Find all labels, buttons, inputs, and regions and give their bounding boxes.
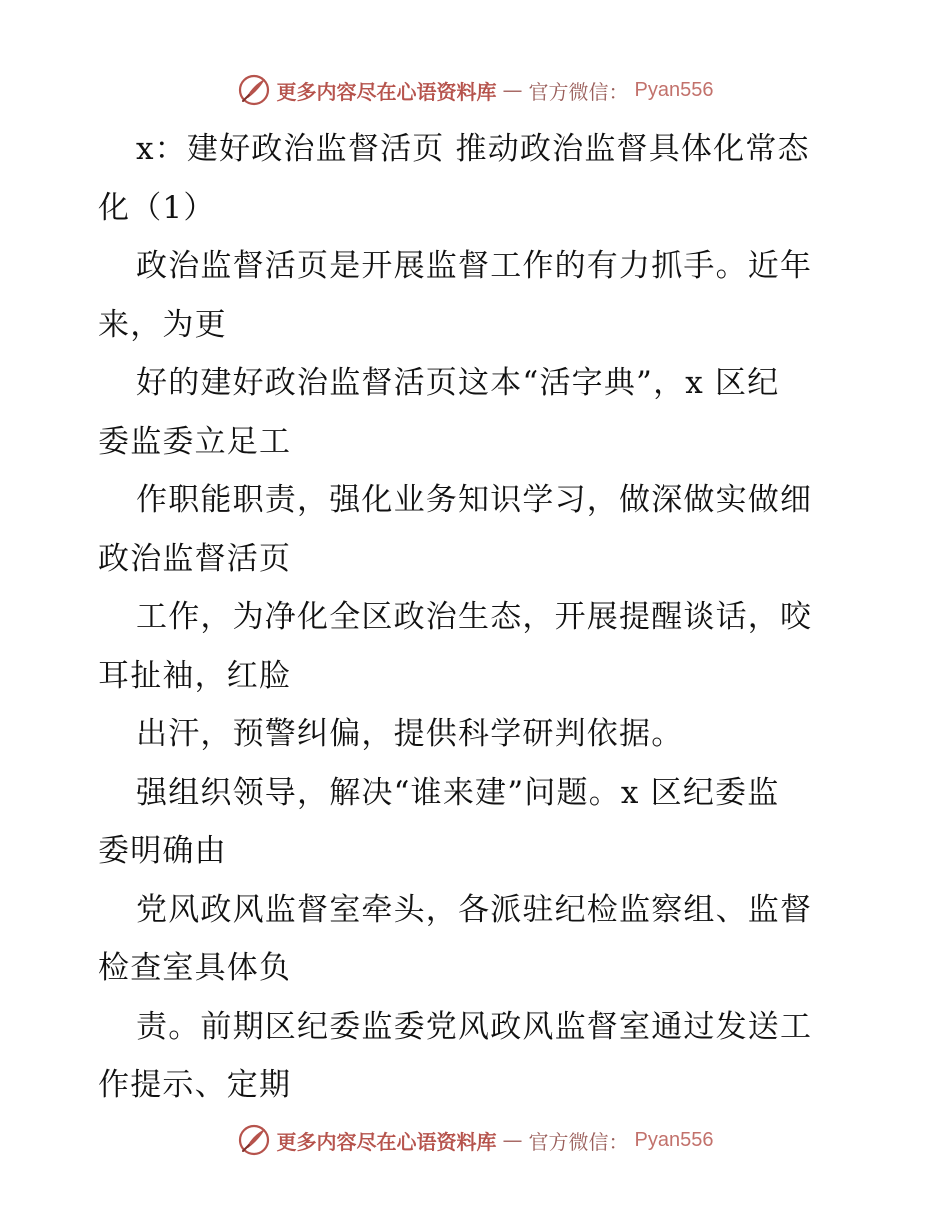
watermark-separator: — (502, 1128, 523, 1152)
document-text-line: 责。前期区纪委监委党风政风监督室通过发送工 (136, 1008, 813, 1045)
document-text-line: 耳扯袖，红脸 (98, 657, 292, 694)
document-text-line: 好的建好政治监督活页这本“活字典”，x 区纪 (136, 365, 780, 401)
document-text-line: 工作，为净化全区政治生态，开展提醒谈话，咬 (136, 599, 813, 635)
feather-pen-logo-icon (237, 73, 271, 107)
feather-pen-logo-icon (237, 1123, 271, 1157)
footer-watermark (0, 1118, 950, 1162)
document-text-line: 化（1） (98, 189, 216, 226)
document-text-line: 强组织领导，解决“谁来建”问题。x 区纪委监 (136, 774, 780, 811)
watermark-main-text: 更多内容尽在心语资料库 (276, 1129, 497, 1154)
document-text-line: 出汗，预警纠偏，提供科学研判依据。 (136, 716, 684, 752)
document-text-line: x：建好政治监督活页 推动政治监督具体化常态 (136, 131, 810, 167)
document-text-line: 政治监督活页 (98, 540, 292, 577)
watermark-wechat-id: Pyan556 (634, 1128, 714, 1151)
header-watermark (0, 68, 950, 112)
watermark-separator: — (502, 78, 523, 102)
watermark-sub-text: 官方微信： (528, 1129, 629, 1154)
document-text-line: 检查室具体负 (98, 950, 292, 986)
document-text-line: 政治监督活页是开展监督工作的有力抓手。近年 (136, 248, 813, 284)
document-text-line: 作职能职责，强化业务知识学习，做深做实做细 (136, 482, 813, 518)
document-text-line: 作提示、定期 (98, 1067, 292, 1103)
document-text-line: 委监委立足工 (98, 423, 292, 460)
document-body (98, 120, 854, 1115)
document-text-line: 委明确由 (98, 833, 227, 869)
watermark-wechat-id: Pyan556 (634, 78, 714, 101)
document-text-line: 来，为更 (98, 306, 227, 343)
watermark-main-text: 更多内容尽在心语资料库 (276, 79, 497, 104)
watermark-sub-text: 官方微信： (528, 79, 629, 104)
document-text-line: 党风政风监督室牵头，各派驻纪检监察组、监督 (136, 891, 813, 928)
